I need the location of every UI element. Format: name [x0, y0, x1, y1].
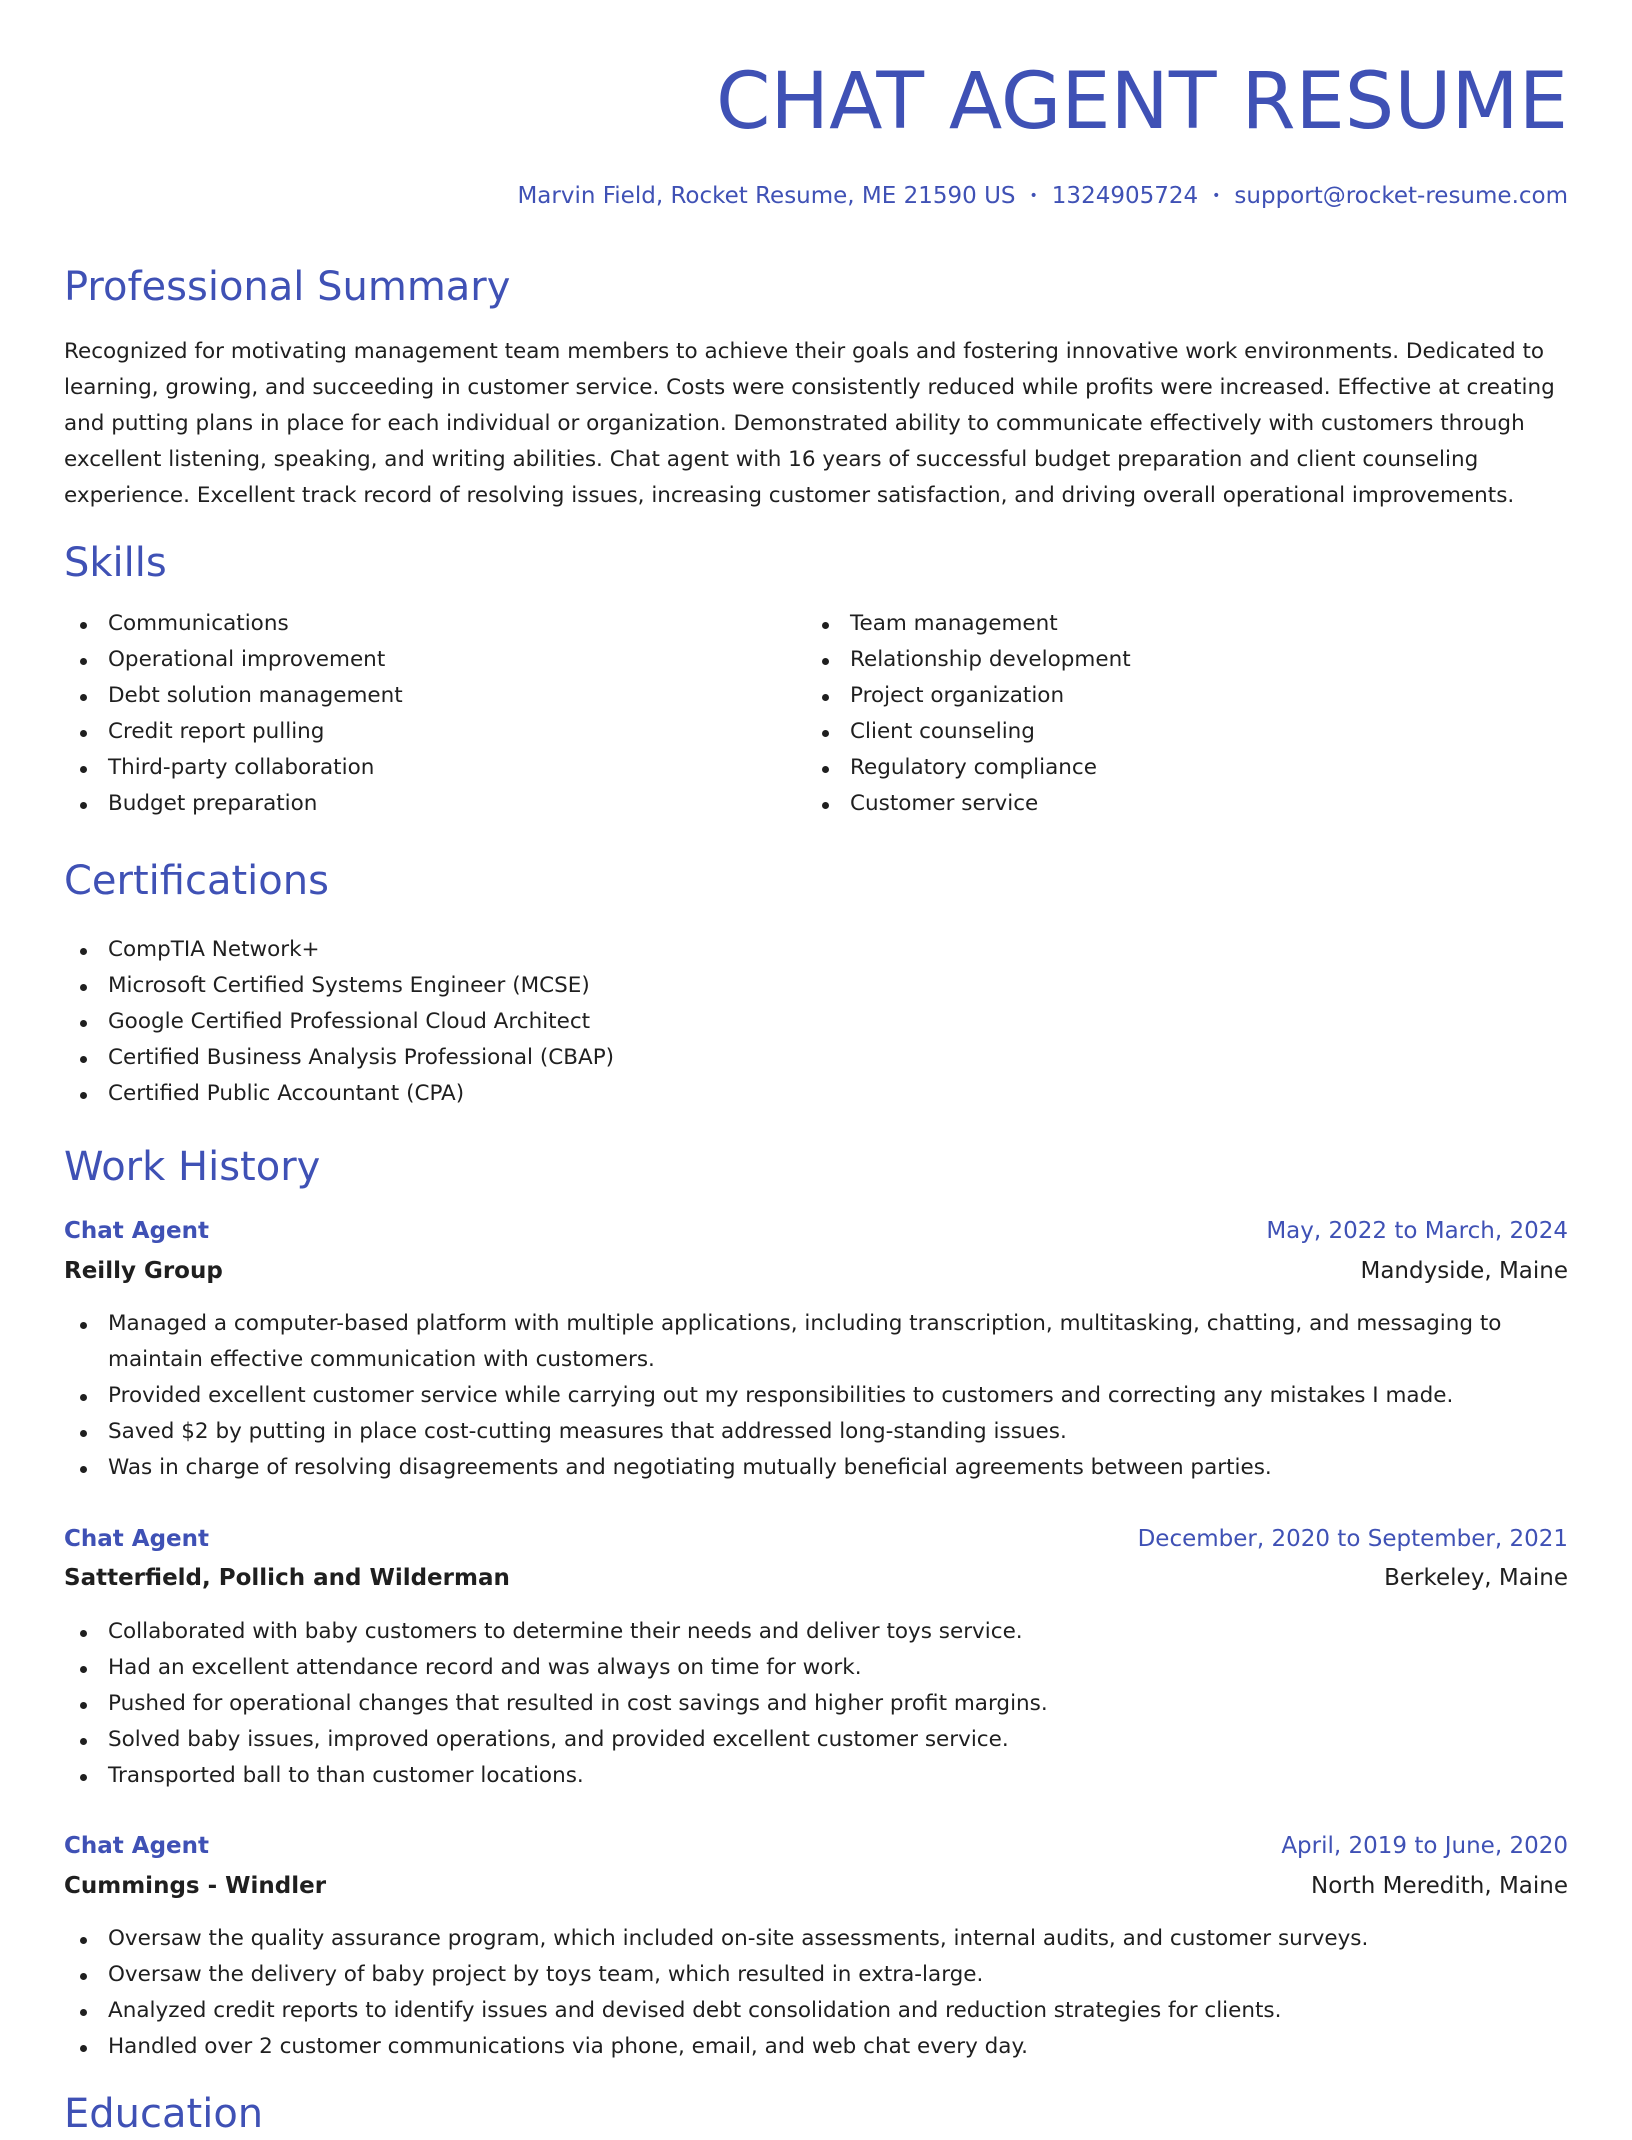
skill-item: Third-party collaboration [64, 750, 764, 786]
job-dates: May, 2022 to March, 2024 [1266, 1218, 1568, 1244]
job-bullets [64, 1614, 1568, 1794]
job-company: Reilly Group [64, 1258, 223, 1284]
certifications-heading: Certifications [64, 858, 329, 904]
job-company: Satterfield, Pollich and Wilderman [64, 1565, 510, 1591]
resume-title: CHAT AGENT RESUME [715, 57, 1568, 147]
skills-list-right [806, 606, 1506, 822]
job-bullet: Saved $2 by putting in place cost-cutting measures that addressed long-standing issues. [64, 1414, 1568, 1450]
job-location: Mandyside, Maine [1360, 1258, 1568, 1284]
job-bullet: Provided excellent customer service while carrying out my responsibilities to customers and correcting any mistakes I made. [64, 1378, 1568, 1414]
education-heading: Education [64, 2091, 264, 2137]
contact-email: support@rocket-resume.com [1234, 183, 1568, 209]
job-bullet: Collaborated with baby customers to determine their needs and deliver toys service. [64, 1614, 1568, 1650]
contact-phone: 1324905724 [1051, 183, 1199, 209]
skill-item: Communications [64, 606, 764, 642]
skill-item: Client counseling [806, 714, 1506, 750]
skill-item: Operational improvement [64, 642, 764, 678]
job-bullet: Managed a computer-based platform with multiple applications, including transcription, multitasking, chatting, and messaging to maintain effective communication with customers. [64, 1306, 1568, 1378]
job-bullet: Had an excellent attendance record and was always on time for work. [64, 1650, 1568, 1686]
contact-address: Marvin Field, Rocket Resume, ME 21590 US [517, 183, 1016, 209]
job-location: Berkeley, Maine [1384, 1565, 1568, 1591]
job-bullet: Solved baby issues, improved operations, and provided excellent customer service. [64, 1722, 1568, 1758]
certification-item: CompTIA Network+ [64, 932, 1264, 968]
skills-heading: Skills [64, 540, 167, 586]
certification-item: Microsoft Certified Systems Engineer (MCSE) [64, 968, 1264, 1004]
job-bullet: Transported ball to than customer locations. [64, 1758, 1568, 1794]
job-bullet: Pushed for operational changes that resulted in cost savings and higher profit margins. [64, 1686, 1568, 1722]
certification-item: Certified Public Accountant (CPA) [64, 1076, 1264, 1112]
job-location: North Meredith, Maine [1311, 1873, 1568, 1899]
skill-item: Project organization [806, 678, 1506, 714]
job-dates: April, 2019 to June, 2020 [1281, 1833, 1568, 1859]
job-title: Chat Agent [64, 1833, 210, 1859]
certification-item: Certified Business Analysis Professional (CBAP) [64, 1040, 1264, 1076]
work-history-heading: Work History [64, 1144, 321, 1190]
skill-item: Budget preparation [64, 786, 764, 822]
contact-separator: • [1212, 188, 1221, 204]
job-bullet: Oversaw the delivery of baby project by toys team, which resulted in extra-large. [64, 1957, 1568, 1993]
skill-item: Credit report pulling [64, 714, 764, 750]
skill-item: Debt solution management [64, 678, 764, 714]
job-dates: December, 2020 to September, 2021 [1137, 1526, 1568, 1552]
job-bullet: Was in charge of resolving disagreements and negotiating mutually beneficial agreements between parties. [64, 1450, 1568, 1486]
job-bullets [64, 1921, 1568, 2065]
skill-item: Regulatory compliance [806, 750, 1506, 786]
resume-page [64, 0, 1568, 2137]
job-bullet: Analyzed credit reports to identify issues and devised debt consolidation and reduction strategies for clients. [64, 1993, 1568, 2029]
skill-item: Team management [806, 606, 1506, 642]
job-company: Cummings - Windler [64, 1873, 327, 1899]
contact-line [517, 180, 1568, 212]
job-title: Chat Agent [64, 1526, 210, 1552]
certifications-list [64, 932, 1264, 1112]
job-bullets [64, 1306, 1568, 1486]
job-title: Chat Agent [64, 1218, 210, 1244]
skills-list-left [64, 606, 764, 822]
contact-separator: • [1029, 188, 1038, 204]
job-bullet: Handled over 2 customer communications via phone, email, and web chat every day. [64, 2029, 1568, 2065]
certification-item: Google Certified Professional Cloud Architect [64, 1004, 1264, 1040]
job-bullet: Oversaw the quality assurance program, which included on-site assessments, internal audits, and customer surveys. [64, 1921, 1568, 1957]
skill-item: Customer service [806, 786, 1506, 822]
summary-heading: Professional Summary [64, 264, 511, 310]
summary-text: Recognized for motivating management team members to achieve their goals and fostering innovative work environments. Dedicated to learning, growing, and succeeding in customer service. Costs were consistently reduced while profits were increased. Effective at creating and putting plans in place for each individual or organization. Demonstrated ability to communicate effectively with customers through excellent listening, speaking, and writing abilities. Chat agent with 16 years of successful budget preparation and client counseling experience. Excellent track record of resolving issues, increasing customer satisfaction, and driving overall operational improvements. [64, 339, 1555, 508]
skill-item: Relationship development [806, 642, 1506, 678]
